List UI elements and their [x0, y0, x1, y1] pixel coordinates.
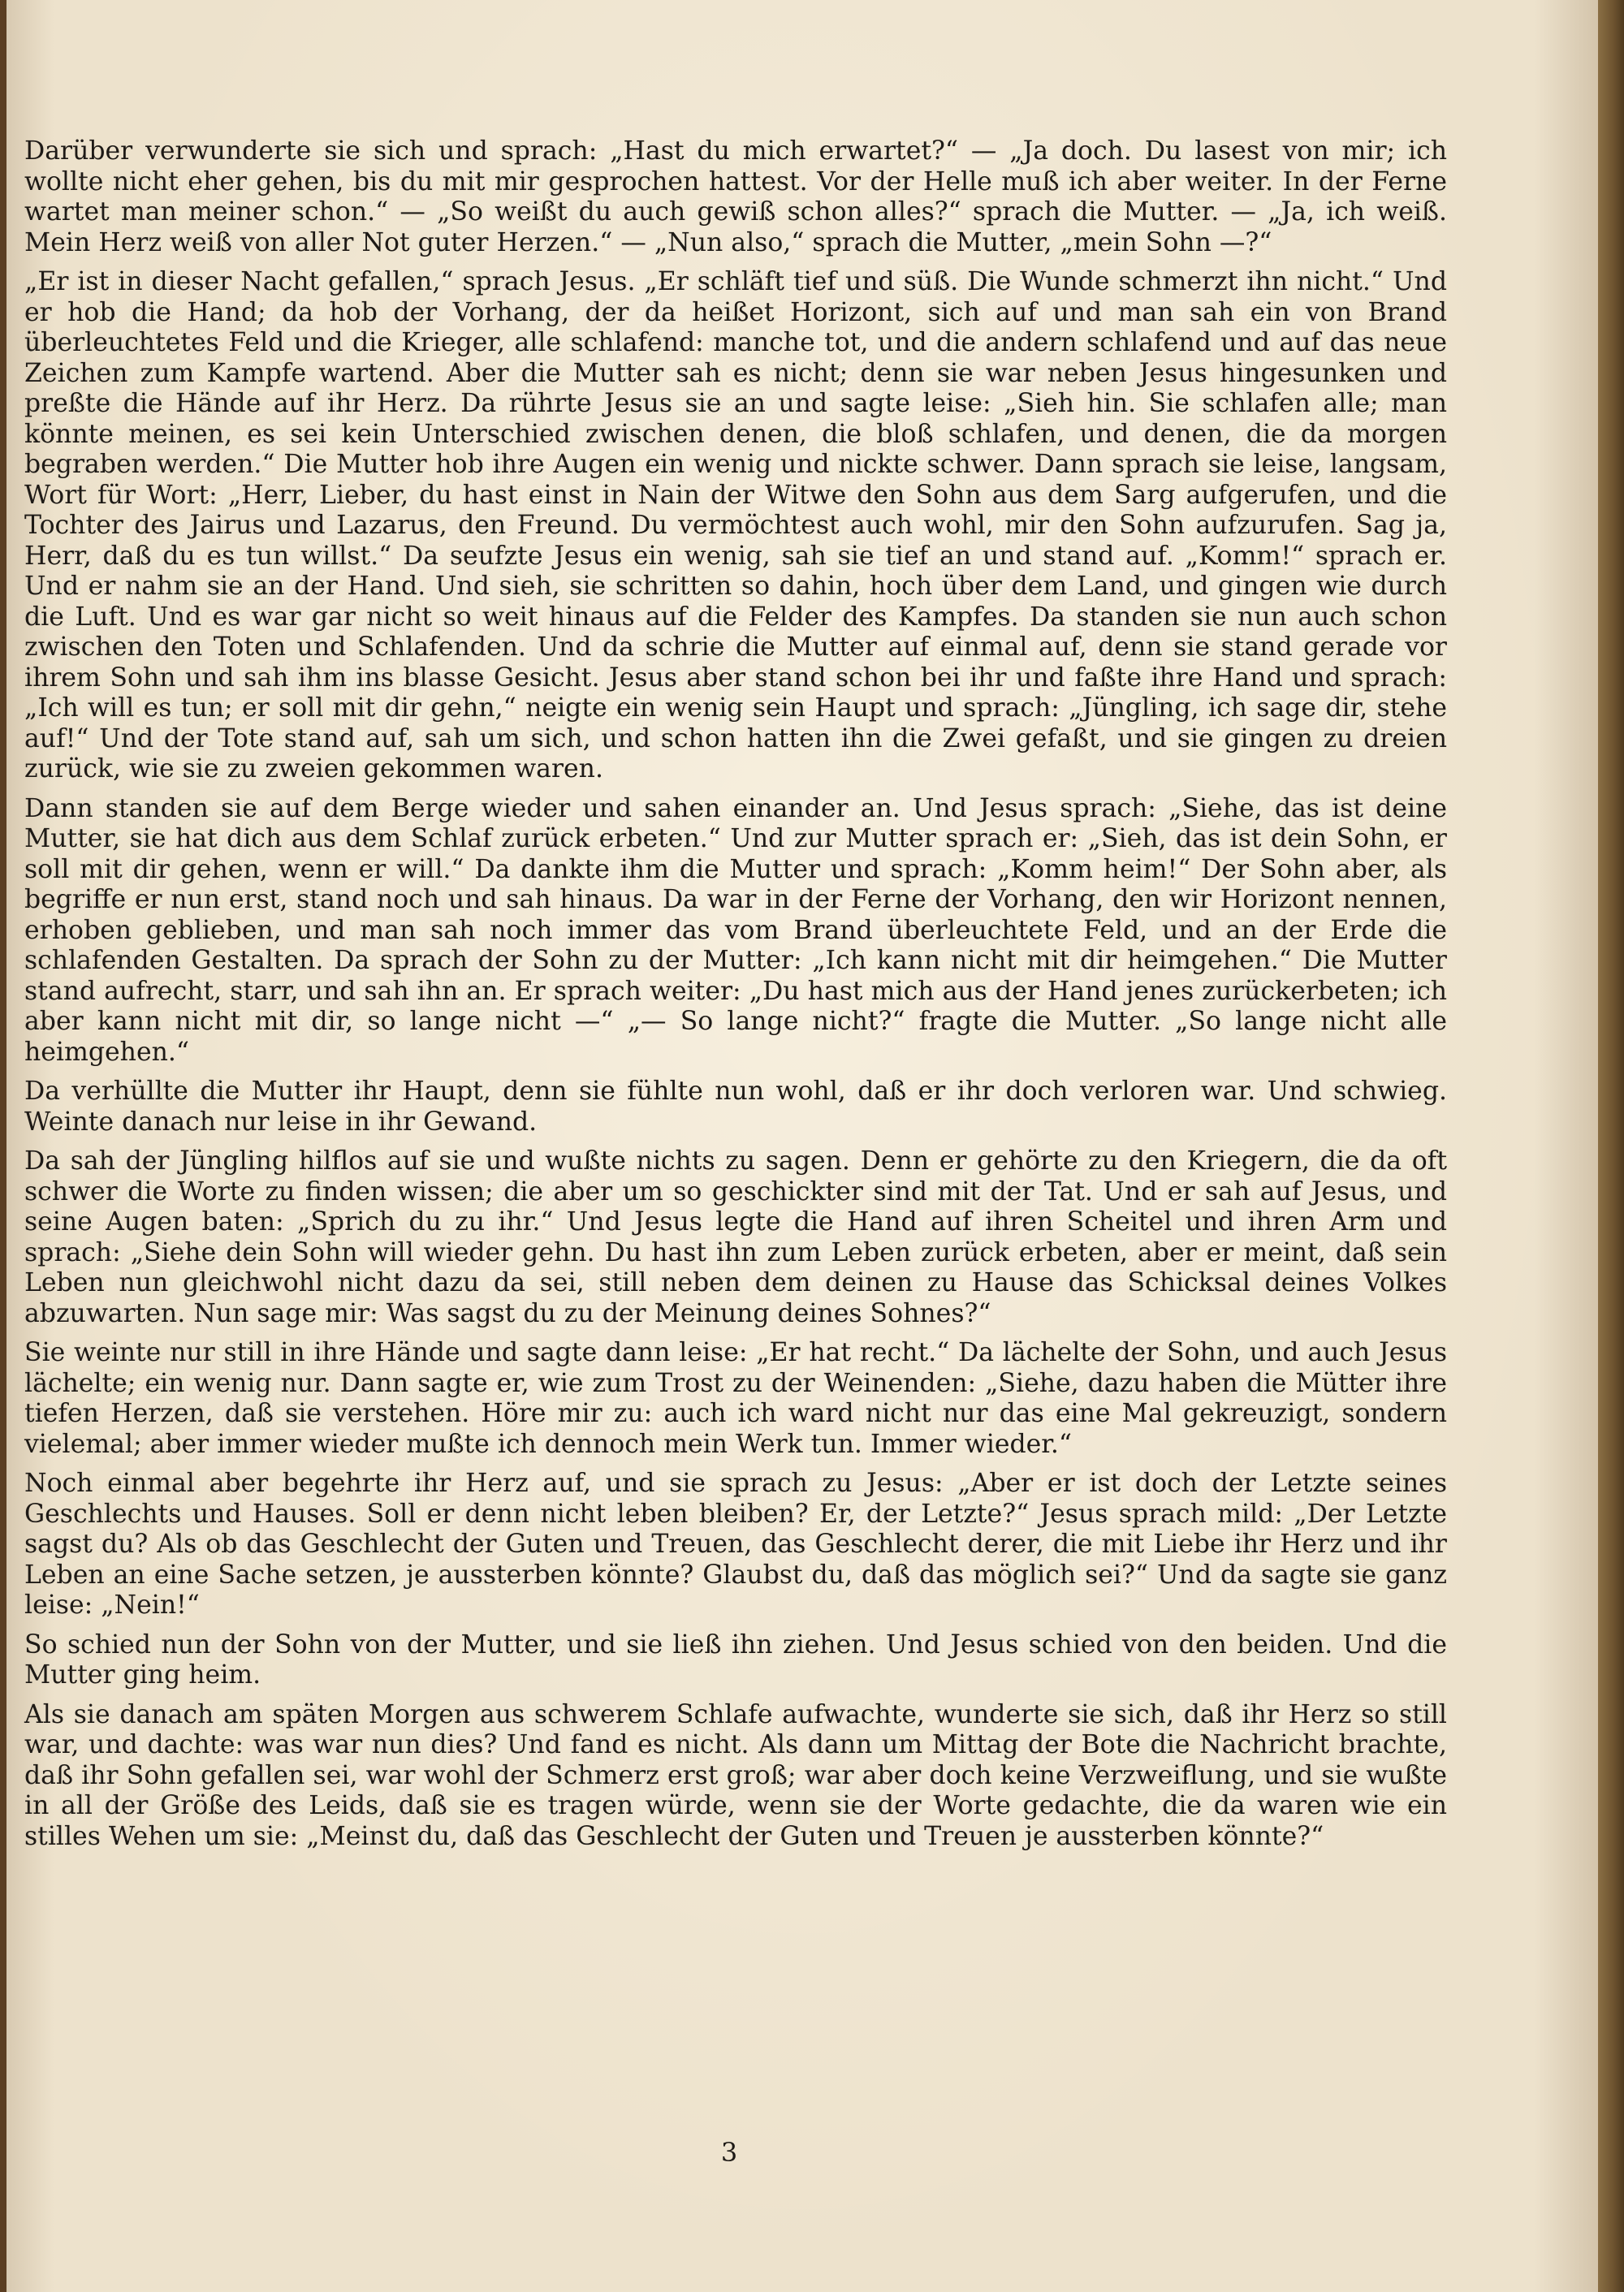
paragraph-8: So schied nun der Sohn von der Mutter, und sie ließ ihn ziehen. Und Jesus schied von den beiden. Und die Mutter ging heim.: [24, 1629, 1447, 1690]
paragraph-2: „Er ist in dieser Nacht gefallen,“ sprach Jesus. „Er schläft tief und süß. Die Wunde schmerzt ihn nicht.“ Und er hob die Hand; da hob der Vorhang, der da heißet Horizont, sich auf und man sah ein von Brand überleuchtetes Feld und die Krieger, alle schlafend: manche tot, und die andern schlafend und auf das neue Zeichen zum Kampfe wartend. Aber die Mutter sah es nicht; denn sie war neben Jesus hingesunken und preßte die Hände auf ihr Herz. Da rührte Jesus sie an und sagte leise: „Sieh hin. Sie schlafen alle; man könnte meinen, es sei kein Unterschied zwischen denen, die bloß schlafen, und denen, die da morgen begraben werden.“ Die Mutter hob ihre Augen ein wenig und nickte schwer. Dann sprach sie leise, langsam, Wort für Wort: „Herr, Lieber, du hast einst in Nain der Witwe den Sohn aus dem Sarg aufgerufen, und die Tochter des Jairus und Lazarus, den Freund. Du vermöchtest auch wohl, mir den Sohn aufzurufen. Sag ja, Herr, daß du es tun willst.“ Da seufzte Jesus ein wenig, sah sie tief an und stand auf. „Komm!“ sprach er. Und er nahm sie an der Hand. Und sieh, sie schritten so dahin, hoch über dem Land, und gingen wie durch die Luft. Und es war gar nicht so weit hinaus auf die Felder des Kampfes. Da standen sie nun auch schon zwischen den Toten und Schlafenden. Und da schrie die Mutter auf einmal auf, denn sie stand gerade vor ihrem Sohn und sah ihm ins blasse Gesicht. Jesus aber stand schon bei ihr und faßte ihre Hand und sprach: „Ich will es tun; er soll mit dir gehn,“ neigte ein wenig sein Haupt und sprach: „Jüngling, ich sage dir, stehe auf!“ Und der Tote stand auf, sah um sich, und schon hatten ihn die Zwei gefaßt, und sie gingen zu dreien zurück, wie sie zu zweien gekommen waren.: [24, 267, 1447, 783]
paragraph-9: Als sie danach am späten Morgen aus schwerem Schlafe aufwachte, wunderte sie sich, daß ihr Herz so still war, und dachte: was war nun dies? Und fand es nicht. Als dann um Mittag der Bote die Nachricht brachte, daß ihr Sohn gefallen sei, war wohl der Schmerz erst groß; war aber doch keine Verzweiflung, und sie wußte in all der Größe des Leids, daß sie es tragen würde, wenn sie der Worte gedachte, die da waren wie ein stilles Wehen um sie: „Meinst du, daß das Geschlecht der Guten und Treuen je aussterben könnte?“: [24, 1699, 1447, 1851]
page-number: 3: [720, 2137, 738, 2168]
book-spine: [1598, 0, 1624, 2292]
paragraph-7: Noch einmal aber begehrte ihr Herz auf, und sie sprach zu Jesus: „Aber er ist doch der Letzte seines Geschlechts und Hauses. Soll er denn nicht leben bleiben? Er, der Letzte?“ Jesus sprach mild: „Der Letzte sagst du? Als ob das Geschlecht der Guten und Treuen, das Geschlecht derer, die mit Liebe ihr Herz und ihr Leben an eine Sache setzen, je aussterben könnte? Glaubst du, daß das möglich sei?“ Und da sagte sie ganz leise: „Nein!“: [24, 1469, 1447, 1620]
body-text: [24, 136, 1447, 1861]
paragraph-4: Da verhüllte die Mutter ihr Haupt, denn sie fühlte nun wohl, daß er ihr doch verloren war. Und schwieg. Weinte danach nur leise in ihr Gewand.: [24, 1077, 1447, 1137]
paragraph-6: Sie weinte nur still in ihre Hände und sagte dann leise: „Er hat recht.“ Da lächelte der Sohn, und auch Jesus lächelte; ein wenig nur. Dann sagte er, wie zum Trost zu der Weinenden: „Siehe, dazu haben die Mütter ihre tiefen Herzen, daß sie verstehen. Höre mir zu: auch ich ward nicht nur das eine Mal gekreuzigt, sondern vielemal; aber immer wieder mußte ich dennoch mein Werk tun. Immer wieder.“: [24, 1338, 1447, 1459]
paragraph-3: Dann standen sie auf dem Berge wieder und sahen einander an. Und Jesus sprach: „Siehe, das ist deine Mutter, sie hat dich aus dem Schlaf zurück erbeten.“ Und zur Mutter sprach er: „Sieh, das ist dein Sohn, er soll mit dir gehen, wenn er will.“ Da dankte ihm die Mutter und sprach: „Komm heim!“ Der Sohn aber, als begriffe er nun erst, stand noch und sah hinaus. Da war in der Ferne der Vorhang, den wir Horizont nennen, erhoben geblieben, und man sah noch immer das vom Brand überleuchtete Feld, und an der Erde die schlafenden Gestalten. Da sprach der Sohn zu der Mutter: „Ich kann nicht mit dir heimgehen.“ Die Mutter stand aufrecht, starr, und sah ihn an. Er sprach weiter: „Du hast mich aus der Hand jenes zurückerbeten; ich aber kann nicht mit dir, so lange nicht —“ „— So lange nicht?“ fragte die Mutter. „So lange nicht alle heimgehen.“: [24, 793, 1447, 1067]
paragraph-5: Da sah der Jüngling hilflos auf sie und wußte nichts zu sagen. Denn er gehörte zu den Kriegern, die da oft schwer die Worte zu finden wissen; die aber um so geschickter sind mit der Tat. Und er sah auf Jesus, und seine Augen baten: „Sprich du zu ihr.“ Und Jesus legte die Hand auf ihren Scheitel und ihren Arm und sprach: „Siehe dein Sohn will wieder gehn. Du hast ihn zum Leben zurück erbeten, aber er meint, daß sein Leben nun gleichwohl nicht dazu da sei, still neben dem deinen zu Hause das Schicksal deines Volkes abzuwarten. Nun sage mir: Was sagst du zu der Meinung deines Sohnes?“: [24, 1146, 1447, 1328]
book-page: [6, 0, 1598, 2292]
paragraph-1: Darüber verwunderte sie sich und sprach: „Hast du mich erwartet?“ — „Ja doch. Du lasest von mir; ich wollte nicht eher gehen, bis du mit mir gesprochen hattest. Vor der Helle muß ich aber weiter. In der Ferne wartet man meiner schon.“ — „So weißt du auch gewiß schon alles?“ sprach die Mutter. — „Ja, ich weiß. Mein Herz weiß von aller Not guter Herzen.“ — „Nun also,“ sprach die Mutter, „mein Sohn —?“: [24, 136, 1447, 257]
